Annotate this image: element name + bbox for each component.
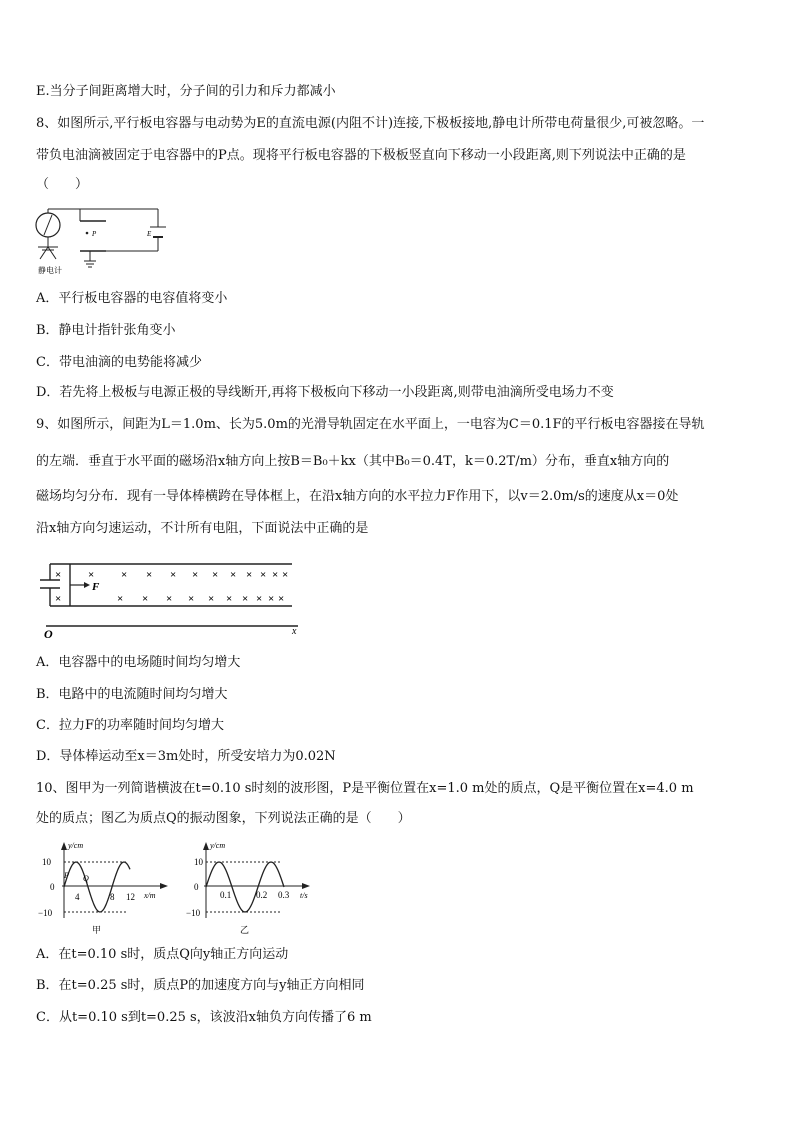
q8-stem-3: （ ） [36, 177, 89, 192]
f-label: F [92, 581, 100, 593]
svg-text:P: P [64, 871, 69, 880]
q8-stem-1: 8、如图所示,平行板电容器与电动势为E的直流电源(内阻不计)连接,下极板接地,静电计所带电荷量很少,可被忽略。一 [36, 116, 705, 131]
svg-text:t/s: t/s [300, 891, 308, 900]
field-x-mark: × [260, 569, 267, 581]
field-x-mark: × [188, 593, 195, 605]
q10-option-b: B．在t=0.25 s时，质点P的加速度方向与y轴正方向相同 [36, 978, 365, 993]
svg-text:0: 0 [50, 882, 55, 892]
e-label: E [147, 230, 152, 238]
figure-q8-circuit [30, 203, 180, 278]
field-x-mark: × [230, 569, 237, 581]
q9-stem-3: 磁场均匀分布．现有一导体棒横跨在导体框上，在沿x轴方向的水平拉力F作用下，以v＝2.0m/s的速度从x＝0处 [36, 489, 679, 504]
q8-option-a: A．平行板电容器的电容值将变小 [36, 291, 228, 306]
q10-stem-2: 处的质点；图乙为质点Q的振动图象，下列说法正确的是（ ） [36, 811, 411, 826]
field-x-mark: × [278, 593, 285, 605]
field-x-mark: × [192, 569, 199, 581]
svg-text:10: 10 [42, 857, 51, 867]
svg-text:y/cm: y/cm [68, 841, 84, 850]
svg-text:×: × [55, 569, 62, 581]
field-x-mark: × [170, 569, 177, 581]
x-axis-label: x [292, 626, 297, 637]
meter-label: 静电计 [38, 266, 62, 275]
field-x-mark: × [121, 569, 128, 581]
q9-option-d: D．导体棒运动至x＝3m处时，所受安培力为0.02N [36, 749, 336, 764]
p-label: P [92, 230, 97, 238]
figure-q10-yi-vibration [186, 836, 326, 936]
field-x-mark: × [268, 593, 275, 605]
svg-text:×: × [55, 593, 62, 605]
svg-text:0.3: 0.3 [278, 890, 290, 900]
field-x-mark: × [282, 569, 289, 581]
field-x-mark: × [166, 593, 173, 605]
field-x-mark: × [88, 569, 95, 581]
svg-text:−10: −10 [186, 908, 201, 918]
svg-text:0.1: 0.1 [220, 890, 232, 900]
q9-stem-2: 的左端．垂直于水平面的磁场沿x轴方向上按B＝B₀＋kx（其中B₀＝0.4T，k＝0.2T/m）分布，垂直x轴方向的 [36, 454, 670, 469]
svg-text:x/m: x/m [144, 891, 156, 900]
q9-stem-1: 9、如图所示，间距为L＝1.0m、长为5.0m的光滑导轨固定在水平面上，一电容为C＝0.1F的平行板电容器接在导轨 [36, 417, 705, 432]
q9-option-a: A．电容器中的电场随时间均匀增大 [36, 655, 241, 670]
field-x-mark: × [256, 593, 263, 605]
svg-text:0.2: 0.2 [256, 890, 268, 900]
svg-text:y/cm: y/cm [210, 841, 226, 850]
magnetic-field-marks [88, 569, 288, 605]
svg-text:Q: Q [83, 874, 89, 883]
q8-stem-2: 带负电油滴被固定于电容器中的P点。现将平行板电容器的下极板竖直向下移动一小段距离,则下列说法中正确的是 [36, 148, 686, 163]
q8-option-c: C．带电油滴的电势能将减少 [36, 355, 202, 370]
svg-text:4: 4 [75, 892, 80, 902]
q8-option-d: D．若先将上极板与电源正极的导线断开,再将下极板向下移动一小段距离,则带电油滴所受电场力不变 [36, 385, 614, 400]
svg-text:12: 12 [126, 892, 135, 902]
field-x-mark: × [272, 569, 279, 581]
field-x-mark: × [142, 593, 149, 605]
figure-q9-rails [36, 556, 306, 640]
field-x-mark: × [242, 593, 249, 605]
q9-stem-4: 沿x轴方向匀速运动，不计所有电阻，下面说法中正确的是 [36, 521, 369, 536]
q10-stem-1: 10、图甲为一列简谐横波在t=0.10 s时刻的波形图，P是平衡位置在x=1.0 m处的质点，Q是平衡位置在x=4.0 m [36, 781, 694, 796]
figure-q10-jia-wave [34, 836, 174, 936]
svg-text:8: 8 [110, 892, 115, 902]
field-x-mark: × [117, 593, 124, 605]
o-label: O [44, 627, 53, 640]
field-x-mark: × [226, 593, 233, 605]
line-e: E.当分子间距离增大时，分子间的引力和斥力都减小 [36, 84, 336, 99]
field-x-mark: × [246, 569, 253, 581]
field-x-mark: × [208, 593, 215, 605]
q10-option-a: A．在t=0.10 s时，质点Q向y轴正方向运动 [36, 947, 289, 962]
svg-text:10: 10 [194, 857, 203, 867]
svg-text:0: 0 [194, 882, 199, 892]
q9-option-c: C．拉力F的功率随时间均匀增大 [36, 718, 224, 733]
field-x-mark: × [146, 569, 153, 581]
field-x-mark: × [212, 569, 219, 581]
q10-option-c: C．从t=0.10 s到t=0.25 s，该波沿x轴负方向传播了6 m [36, 1010, 372, 1025]
q9-option-b: B．电路中的电流随时间均匀增大 [36, 687, 228, 702]
svg-text:−10: −10 [38, 908, 53, 918]
caption-jia: 甲 [92, 925, 102, 935]
q8-option-b: B．静电计指针张角变小 [36, 323, 176, 338]
caption-yi: 乙 [240, 925, 250, 935]
